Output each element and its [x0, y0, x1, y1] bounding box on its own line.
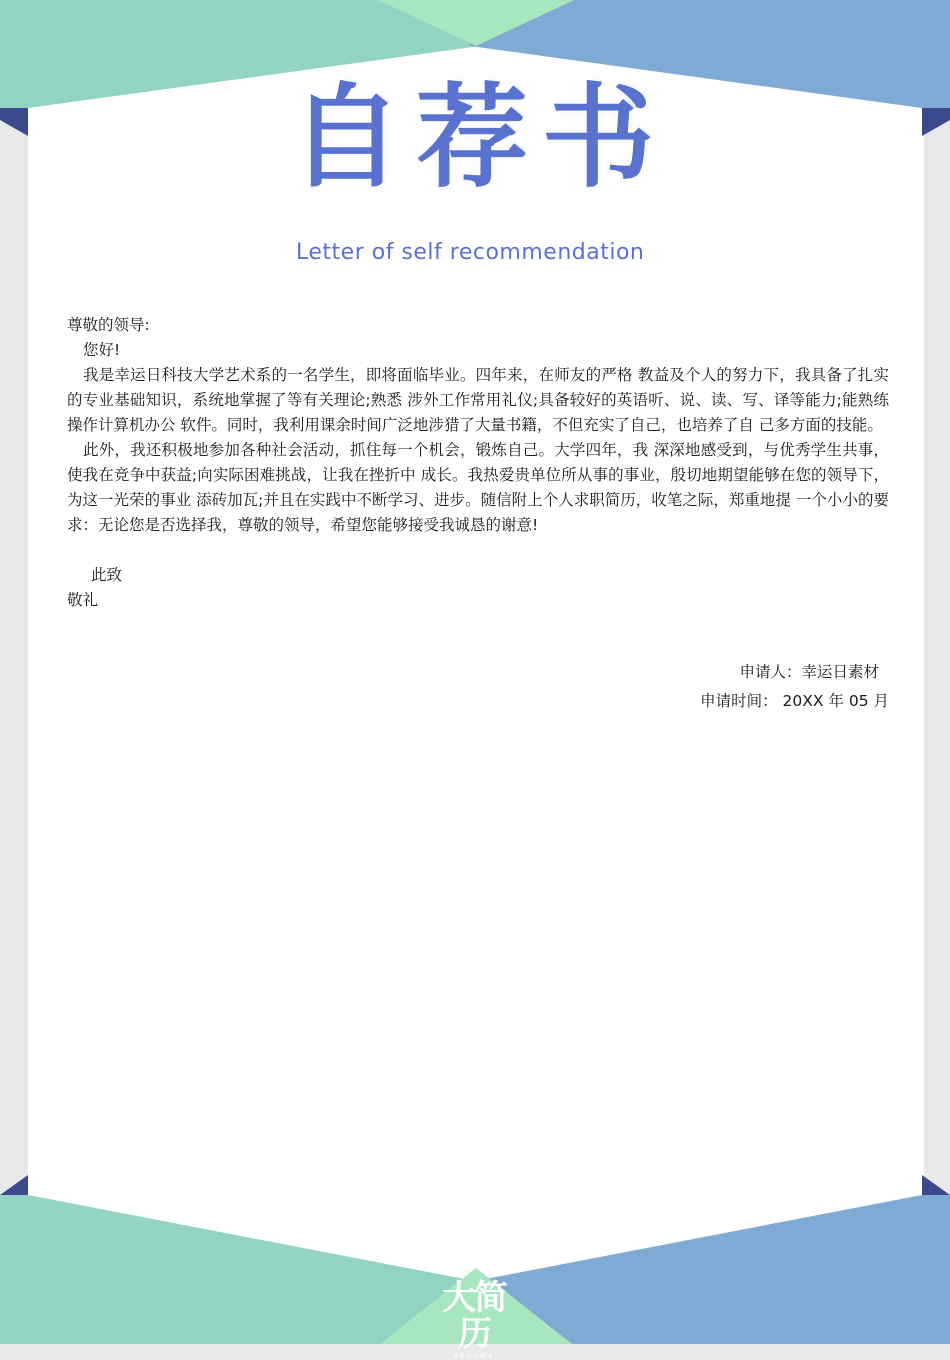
applicant-name: 申请人：幸运日素材 — [739, 663, 879, 681]
bottom-teal-shape — [0, 1195, 480, 1344]
salutation: 尊敬的领导: — [67, 316, 150, 334]
paragraph-2: 此外，我还积极地参加各种社会活动，抓住每一个机会，锻炼自己。大学四年，我 深深地感受到，与优秀学生共事，使我在竞争中获益;向实际困难挑战，让我在挫折中 成长。我热爱贵单位所从事的事业，殷切地期望能够在您的领导下，为这一光荣的事业 添砖加瓦;并且在实践中不断学习、进步。随信附上个人求职简历，收笔之际，郑重地提 一个小小的要求：无论您是否选择我，尊敬的领导，希望您能够接受我诚恳的谢意! — [67, 441, 889, 534]
greeting: 您好! — [83, 341, 121, 359]
paragraph-1: 我是幸运日科技大学艺术系的一名学生，即将面临毕业。四年来，在师友的严格 教益及个人的努力下，我具备了扎实的专业基础知识，系统地掌握了等有关理论;熟悉 涉外工作常用礼仪;具备较好的英语听、说、读、写、译等能力;能熟练操作计算机办公 软件。同时，我利用课余时间广泛地涉猎了大量书籍，不但充实了自己，也培养了自 己多方面的技能。 — [67, 366, 889, 434]
bottom-left-fold — [0, 1175, 28, 1195]
application-date: 申请时间： 20XX 年 05 月 — [700, 692, 889, 710]
top-left-fold — [0, 108, 28, 136]
closing-line-1: 此致 — [91, 566, 123, 584]
logo-text: 大简历 — [442, 1278, 506, 1354]
letter-body — [67, 313, 889, 714]
logo-subtext: RESUME — [453, 1352, 495, 1360]
title-english: Letter of self recommendation — [296, 240, 645, 265]
closing-line-2: 敬礼 — [67, 591, 99, 609]
title-chinese: 自荐书 — [290, 72, 668, 203]
brand-logo — [428, 1280, 520, 1360]
bottom-right-fold — [922, 1175, 950, 1195]
top-right-fold — [922, 108, 950, 136]
